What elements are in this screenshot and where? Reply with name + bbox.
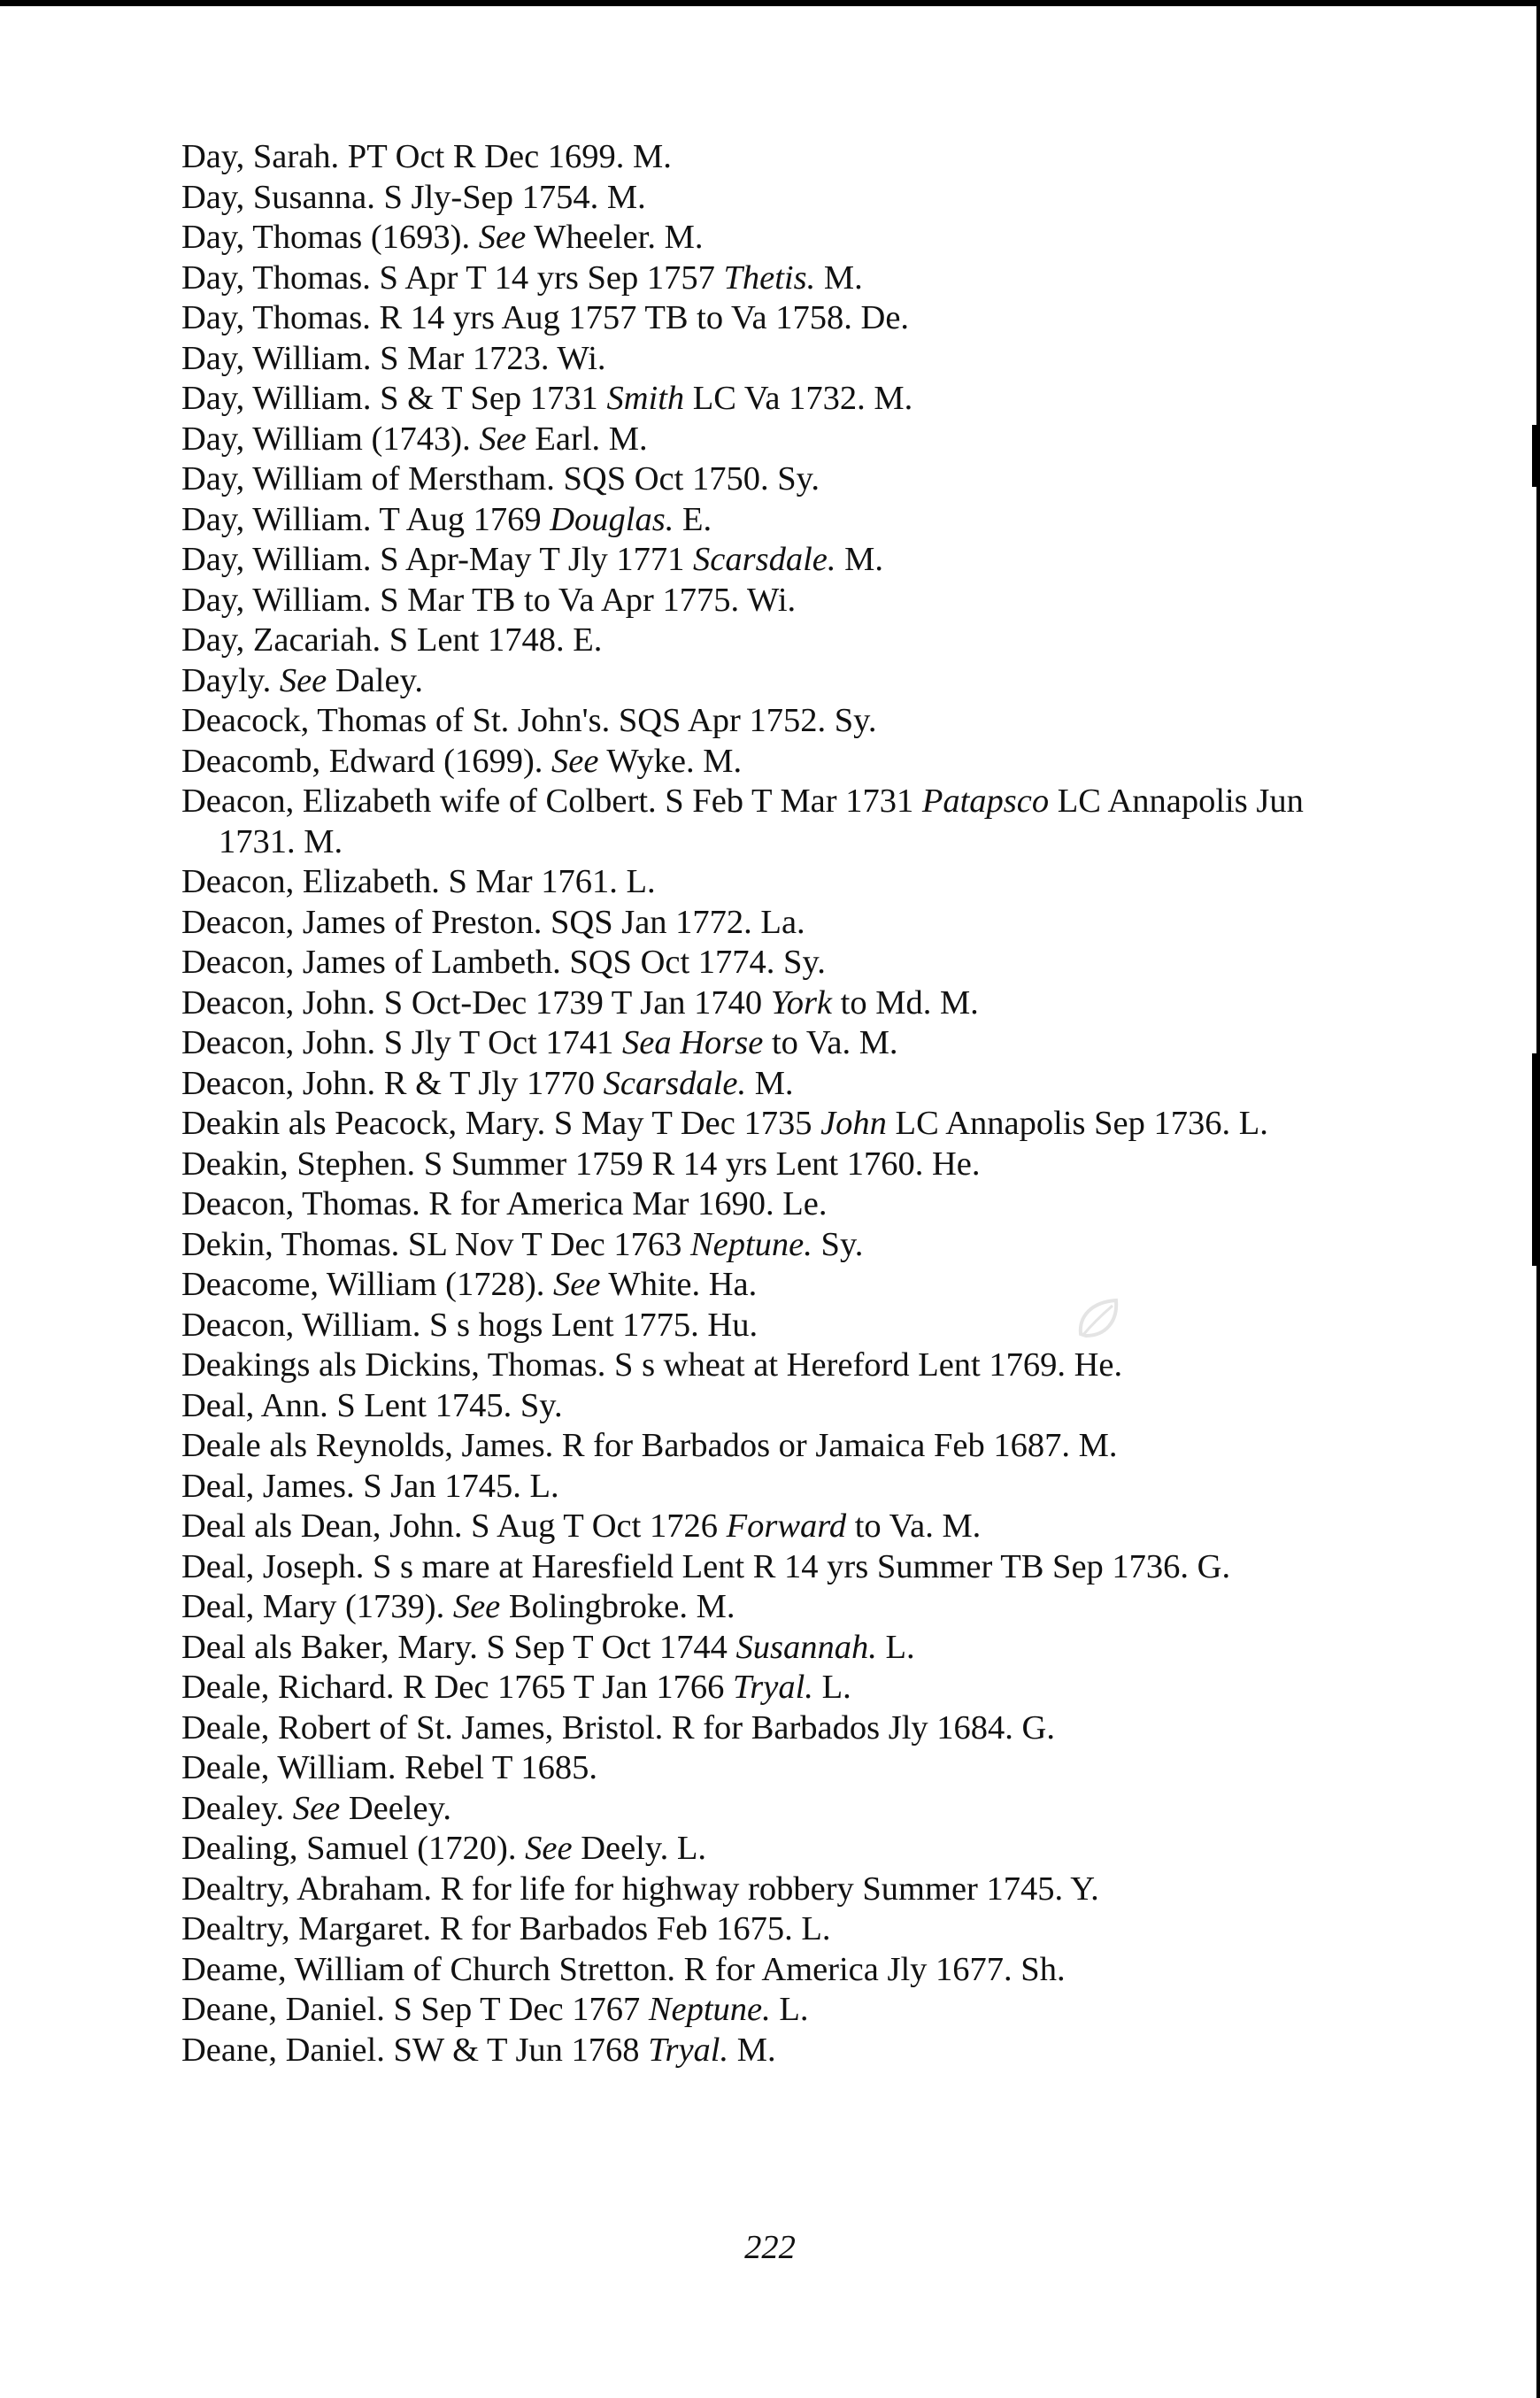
index-entry: [181, 581, 1350, 621]
index-entry: [181, 178, 1350, 219]
entry-text: Deeley.: [340, 1789, 451, 1827]
index-entries: [181, 137, 1350, 2070]
entry-italic-text: See: [551, 742, 599, 780]
entry-text: Deal, Mary (1739).: [181, 1588, 453, 1625]
entry-text: Day, Zacariah. S Lent 1748. E.: [181, 621, 603, 659]
entry-text: Deal, Joseph. S s mare at Haresfield Lent R 14 yrs Summer TB Sep 1736. G.: [181, 1547, 1231, 1585]
entry-text: Day, William. S & T Sep 1731: [181, 380, 607, 417]
index-entry: [181, 1064, 1350, 1105]
entry-text: Day, William. S Mar 1723. Wi.: [181, 339, 606, 377]
entry-text: Deane, Daniel. S Sep T Dec 1767: [181, 1991, 649, 2028]
right-edge-mark: [1532, 1053, 1540, 1266]
right-edge-mark: [1532, 425, 1540, 487]
entry-text: L.: [812, 1669, 851, 1706]
index-entry: [181, 1587, 1350, 1628]
entry-text: Day, William of Merstham. SQS Oct 1750. Sy.: [181, 460, 820, 497]
entry-text: Day, William. T Aug 1769: [181, 500, 551, 538]
index-entry: [181, 459, 1350, 500]
index-entry: [181, 983, 1350, 1024]
index-entry: [181, 1306, 1350, 1346]
index-entry: [181, 540, 1350, 581]
index-entry: [181, 1467, 1350, 1507]
entry-text: Dekin, Thomas. SL Nov T Dec 1763: [181, 1225, 690, 1263]
entry-text: Day, Thomas (1693).: [181, 219, 479, 256]
index-entry: [181, 1507, 1350, 1547]
index-entry: [181, 862, 1350, 903]
index-entry: [181, 1668, 1350, 1708]
entry-text: White. Ha.: [600, 1266, 758, 1303]
index-entry: [181, 218, 1350, 258]
index-entry: [181, 1265, 1350, 1306]
index-entry: [181, 782, 1350, 862]
index-entry: [181, 661, 1350, 702]
index-entry: [181, 500, 1350, 541]
entry-text: Day, Sarah. PT Oct R Dec 1699. M.: [181, 138, 672, 175]
index-entry: [181, 1104, 1350, 1145]
index-entry: [181, 1346, 1350, 1386]
entry-text: Day, William. S Apr-May T Jly 1771: [181, 541, 694, 578]
entry-text: M.: [728, 2031, 776, 2069]
entry-text: Deacon, Elizabeth wife of Colbert. S Feb T Mar 1731: [181, 783, 922, 820]
entry-text: Sy.: [812, 1225, 864, 1263]
entry-text: Deacome, William (1728).: [181, 1266, 554, 1303]
index-entry: [181, 701, 1350, 742]
leaf-watermark-icon: [1074, 1295, 1123, 1345]
entry-italic-text: Thetis.: [723, 258, 816, 297]
index-entry: [181, 379, 1350, 420]
index-entry: [181, 1708, 1350, 1749]
entry-text: Day, William (1743).: [181, 420, 480, 458]
index-entry: [181, 339, 1350, 380]
entry-italic-text: Scarsdale.: [693, 541, 836, 578]
index-entry: [181, 1870, 1350, 1910]
entry-text: Deacon, James of Lambeth. SQS Oct 1774. Sy.: [181, 944, 826, 981]
entry-text: Dealing, Samuel (1720).: [181, 1830, 526, 1867]
entry-text: E.: [674, 500, 712, 538]
entry-text: Daley.: [327, 661, 423, 699]
index-entry: [181, 2031, 1350, 2071]
index-entry: [181, 1748, 1350, 1789]
entry-text: M.: [746, 1064, 794, 1102]
index-entry: [181, 1426, 1350, 1467]
entry-text: Deacon, John. S Oct-Dec 1739 T Jan 1740: [181, 983, 771, 1022]
entry-text: Dealtry, Abraham. R for life for highway robbery Summer 1745. Y.: [181, 1870, 1099, 1908]
entry-text: Day, Thomas. S Apr T 14 yrs Sep 1757: [181, 258, 724, 297]
entry-text: Deacon, James of Preston. SQS Jan 1772. La.: [181, 903, 805, 941]
entry-italic-text: See: [525, 1830, 573, 1867]
entry-text: Deale, Richard. R Dec 1765 T Jan 1766: [181, 1669, 733, 1706]
entry-text: Day, William. S Mar TB to Va Apr 1775. Wi.: [181, 581, 797, 619]
entry-text: Earl. M.: [526, 420, 648, 458]
entry-italic-text: Forward: [726, 1507, 847, 1545]
top-scan-border: [0, 0, 1540, 6]
entry-italic-text: See: [279, 661, 327, 699]
entry-italic-text: See: [292, 1789, 341, 1827]
index-entry: [181, 1628, 1350, 1669]
entry-italic-text: See: [553, 1266, 601, 1303]
index-entry: [181, 1829, 1350, 1870]
entry-text: to Md. M.: [832, 983, 979, 1022]
entry-text: Deale, William. Rebel T 1685.: [181, 1749, 597, 1786]
entry-text: Deakings als Dickins, Thomas. S s wheat at Hereford Lent 1769. He.: [181, 1346, 1123, 1384]
entry-text: Deacon, John. S Jly T Oct 1741: [181, 1024, 622, 1061]
entry-text: L.: [876, 1628, 915, 1666]
entry-italic-text: Smith: [606, 380, 685, 417]
entry-text: Deal als Baker, Mary. S Sep T Oct 1744: [181, 1628, 736, 1666]
entry-text: Dealtry, Margaret. R for Barbados Feb 1675. L.: [181, 1910, 831, 1947]
entry-text: Deakin als Peacock, Mary. S May T Dec 1735: [181, 1105, 821, 1142]
index-entry: [181, 1950, 1350, 1991]
entry-text: Deacon, Elizabeth. S Mar 1761. L.: [181, 863, 656, 900]
entry-text: Deame, William of Church Stretton. R for America Jly 1677. Sh.: [181, 1950, 1066, 1988]
entry-italic-text: Tryal.: [733, 1669, 813, 1706]
entry-text: Deal, James. S Jan 1745. L.: [181, 1467, 559, 1505]
entry-text: Bolingbroke. M.: [500, 1588, 735, 1625]
entry-text: Deacon, John. R & T Jly 1770: [181, 1064, 604, 1102]
entry-text: L.: [770, 1991, 809, 2028]
entry-text: Deale, Robert of St. James, Bristol. R for Barbados Jly 1684. G.: [181, 1708, 1055, 1746]
entry-text: Dealey.: [181, 1789, 293, 1827]
entry-italic-text: Sea Horse: [621, 1024, 764, 1061]
index-entry: [181, 903, 1350, 944]
index-entry: [181, 258, 1350, 299]
index-entry: [181, 298, 1350, 339]
entry-text: Deacomb, Edward (1699).: [181, 742, 552, 780]
index-entry: [181, 742, 1350, 783]
index-entry: [181, 1990, 1350, 2031]
entry-italic-text: Neptune.: [648, 1991, 771, 2028]
entry-text: to Va. M.: [763, 1024, 898, 1061]
index-entry: [181, 1225, 1350, 1266]
entry-text: Day, Thomas. R 14 yrs Aug 1757 TB to Va 1758. De.: [181, 299, 910, 336]
entry-text: M.: [835, 541, 883, 578]
index-entry: [181, 1023, 1350, 1064]
entry-text: Wyke. M.: [598, 742, 743, 780]
entry-italic-text: See: [479, 420, 527, 458]
index-entry: [181, 1789, 1350, 1830]
entry-text: Deacock, Thomas of St. John's. SQS Apr 1752. Sy.: [181, 702, 877, 739]
entry-text: Deal, Ann. S Lent 1745. Sy.: [181, 1386, 563, 1424]
entry-text: Deacon, William. S s hogs Lent 1775. Hu.: [181, 1306, 758, 1344]
entry-italic-text: Susannah.: [735, 1628, 877, 1666]
index-entry: [181, 1909, 1350, 1950]
entry-text: LC Va 1732. M.: [684, 380, 913, 417]
index-entry: [181, 137, 1350, 178]
entry-text: Day, Susanna. S Jly-Sep 1754. M.: [181, 178, 646, 216]
index-entry: [181, 1386, 1350, 1427]
entry-italic-text: See: [452, 1588, 501, 1625]
entry-text: Deane, Daniel. SW & T Jun 1768: [181, 2031, 649, 2069]
entry-italic-text: Scarsdale.: [603, 1064, 747, 1102]
entry-text: M.: [815, 258, 863, 297]
entry-italic-text: John: [820, 1105, 887, 1142]
entry-italic-text: Douglas.: [550, 500, 674, 538]
entry-text: Deely. L.: [572, 1830, 707, 1867]
entry-text: Wheeler. M.: [526, 219, 704, 256]
entry-text: Dayly.: [181, 661, 280, 699]
index-entry: [181, 1184, 1350, 1225]
index-entry: [181, 943, 1350, 983]
entry-text: Deakin, Stephen. S Summer 1759 R 14 yrs Lent 1760. He.: [181, 1145, 981, 1183]
entry-italic-text: York: [770, 983, 833, 1022]
entry-italic-text: Neptune.: [689, 1225, 812, 1263]
entry-text: LC Annapolis Sep 1736. L.: [886, 1105, 1268, 1142]
entry-text: to Va. M.: [846, 1507, 982, 1545]
entry-italic-text: See: [478, 219, 527, 256]
index-entry: [181, 420, 1350, 460]
entry-italic-text: Patapsco: [921, 783, 1050, 820]
entry-text: Deale als Reynolds, James. R for Barbados or Jamaica Feb 1687. M.: [181, 1427, 1118, 1464]
index-entry: [181, 1145, 1350, 1185]
index-entry: [181, 621, 1350, 661]
index-entry: [181, 1547, 1350, 1588]
entry-italic-text: Tryal.: [648, 2031, 729, 2069]
entry-text: Deacon, Thomas. R for America Mar 1690. Le.: [181, 1185, 828, 1222]
entry-text: LC Annapolis Jun 1731. M.: [219, 783, 1304, 860]
page-number: 222: [744, 2229, 796, 2266]
entry-text: Deal als Dean, John. S Aug T Oct 1726: [181, 1507, 727, 1545]
